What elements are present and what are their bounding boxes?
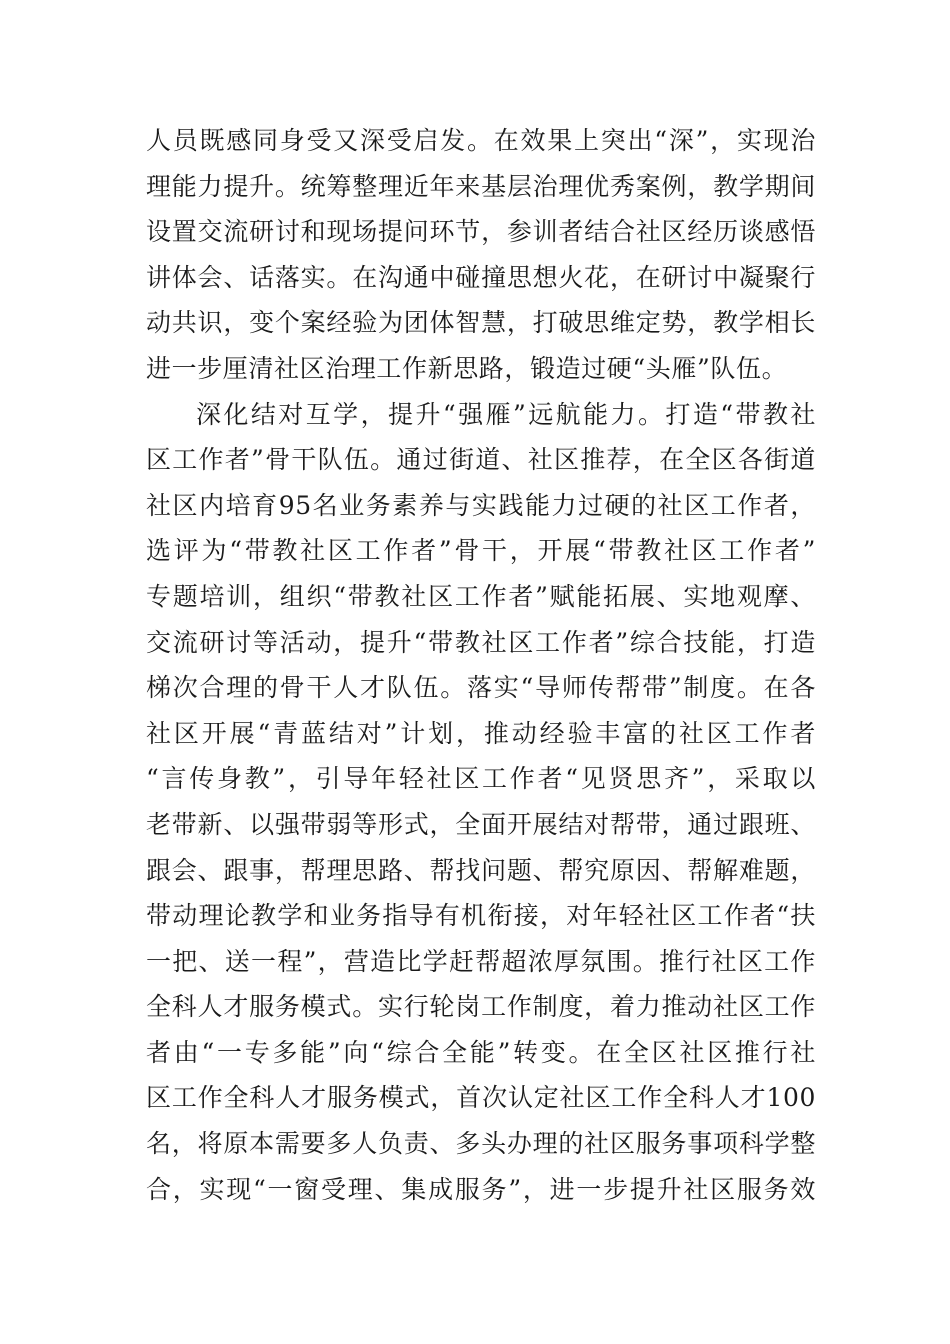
- text-line: 者由“一专多能”向“综合全能”转变。在全区社区推行社: [146, 1037, 816, 1067]
- text-line: “言传身教”，引导年轻社区工作者“见贤思齐”，采取以: [146, 764, 816, 794]
- text-line: 设置交流研讨和现场提问环节，参训者结合社区经历谈感悟: [146, 217, 816, 247]
- text-line: 合，实现“一窗受理、集成服务”，进一步提升社区服务效: [146, 1174, 816, 1204]
- text-line: 老带新、以强带弱等形式，全面开展结对帮带，通过跟班、: [146, 809, 816, 839]
- text-line: 梯次合理的骨干人才队伍。落实“导师传帮带”制度。在各: [146, 673, 816, 703]
- paragraph-end-line: 进一步厘清社区治理工作新思路，锻造过硬“头雁”队伍。: [146, 353, 788, 383]
- text-line: 讲体会、话落实。在沟通中碰撞思想火花，在研讨中凝聚行: [146, 262, 816, 292]
- text-line: 动共识，变个案经验为团体智慧，打破思维定势，教学相长: [146, 308, 816, 338]
- paragraph-start-line: 深化结对互学，提升“强雁”远航能力。打造“带教社: [196, 399, 816, 429]
- text-line: 区工作全科人才服务模式，首次认定社区工作全科人才100: [146, 1083, 816, 1113]
- text-line: 理能力提升。统筹整理近年来基层治理优秀案例，教学期间: [146, 171, 816, 201]
- text-line: 一把、送一程”，营造比学赶帮超浓厚氛围。推行社区工作: [146, 946, 816, 976]
- body-text: [146, 118, 816, 1212]
- text-line: 社区内培育95名业务素养与实践能力过硬的社区工作者，: [146, 490, 816, 520]
- text-line: 选评为“带教社区工作者”骨干，开展“带教社区工作者”: [146, 536, 816, 566]
- text-line: 交流研讨等活动，提升“带教社区工作者”综合技能，打造: [146, 627, 816, 657]
- text-line: 人员既感同身受又深受启发。在效果上突出“深”，实现治: [146, 126, 816, 155]
- text-line: 区工作者”骨干队伍。通过街道、社区推荐，在全区各街道: [146, 445, 816, 475]
- text-line: 社区开展“青蓝结对”计划，推动经验丰富的社区工作者: [146, 718, 816, 748]
- text-line: 带动理论教学和业务指导有机衔接，对年轻社区工作者“扶: [146, 901, 816, 931]
- text-line: 名，将原本需要多人负责、多头办理的社区服务事项科学整: [146, 1129, 816, 1159]
- text-line: 全科人才服务模式。实行轮岗工作制度，着力推动社区工作: [146, 992, 816, 1022]
- text-line: 专题培训，组织“带教社区工作者”赋能拓展、实地观摩、: [146, 581, 816, 611]
- text-line: 跟会、跟事，帮理思路、帮找问题、帮究原因、帮解难题，: [146, 855, 816, 885]
